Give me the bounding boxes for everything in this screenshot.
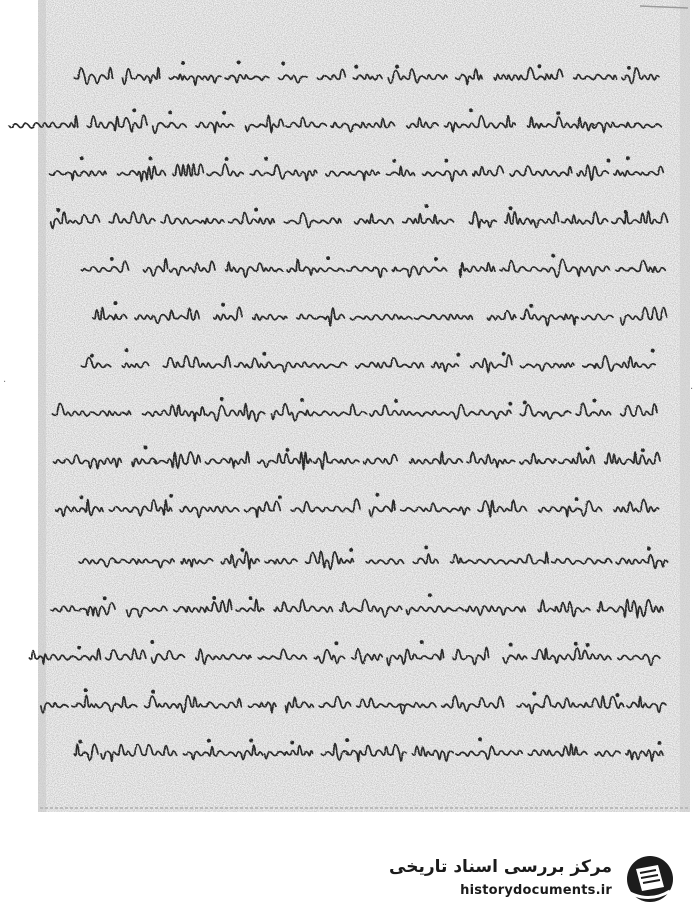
diacritic-dot — [169, 112, 171, 114]
diacritic-dot — [85, 689, 87, 691]
diacritic-dot — [78, 646, 80, 648]
diacritic-dot — [395, 400, 397, 402]
document-seal-logo-icon — [620, 853, 680, 905]
diacritic-dot — [509, 403, 511, 405]
diacritic-dot — [435, 258, 437, 260]
diacritic-dot — [533, 693, 535, 695]
diacritic-dot — [222, 304, 224, 306]
diacritic-dot — [282, 62, 284, 64]
diacritic-dot — [576, 498, 578, 500]
diacritic-dot — [104, 597, 106, 599]
diacritic-dot — [396, 66, 398, 68]
diacritic-dot — [648, 548, 650, 550]
diacritic-dot — [182, 62, 184, 64]
diacritic-dot — [429, 594, 431, 596]
diacritic-dot — [291, 741, 293, 743]
margin-dot-right: · — [690, 384, 694, 395]
diacritic-dot — [346, 739, 348, 741]
diacritic-dot — [510, 207, 512, 209]
diacritic-dot — [445, 160, 447, 162]
diacritic-dot — [286, 449, 288, 451]
diacritic-dot — [151, 641, 153, 643]
page-grain — [38, 0, 690, 812]
watermark-url: historydocuments.ir — [460, 883, 612, 898]
diacritic-dot — [170, 495, 172, 497]
diacritic-dot — [376, 494, 378, 496]
diacritic-dot — [658, 742, 660, 744]
diacritic-dot — [213, 597, 215, 599]
diacritic-dot — [263, 353, 265, 355]
diacritic-dot — [327, 257, 329, 259]
diacritic-dot — [241, 549, 243, 551]
diacritic-dot — [221, 398, 223, 400]
diacritic-dot — [57, 209, 59, 211]
diacritic-dot — [250, 739, 252, 741]
diacritic-dot — [530, 305, 532, 307]
diacritic-dot — [149, 157, 151, 159]
diacritic-dot — [552, 255, 554, 257]
diacritic-dot — [81, 157, 83, 159]
diacritic-dot — [125, 349, 127, 351]
diacritic-dot — [350, 549, 352, 551]
watermark-title: مرکز بررسی اسناد تاریخی — [389, 857, 612, 877]
diacritic-dot — [144, 446, 146, 448]
diacritic-dot — [80, 496, 82, 498]
diacritic-dot — [607, 159, 609, 161]
diacritic-dot — [79, 741, 81, 743]
diacritic-dot — [652, 350, 654, 352]
diacritic-dot — [479, 738, 481, 740]
diacritic-dot — [238, 61, 240, 63]
diacritic-dot — [421, 641, 423, 643]
diacritic-dot — [265, 158, 267, 160]
diacritic-dot — [587, 447, 589, 449]
diacritic-dot — [279, 496, 281, 498]
diacritic-dot — [538, 65, 540, 67]
diacritic-dot — [255, 209, 257, 211]
diacritic-dot — [616, 694, 618, 696]
diacritic-dot — [425, 546, 427, 548]
diacritic-dot — [152, 691, 154, 693]
diacritic-dot — [627, 157, 629, 159]
diacritic-dot — [510, 644, 512, 646]
diacritic-dot — [335, 642, 337, 644]
diacritic-dot — [457, 354, 459, 356]
diacritic-dot — [225, 158, 227, 160]
diacritic-dot — [250, 597, 252, 599]
diacritic-dot — [223, 112, 225, 114]
diacritic-dot — [111, 258, 113, 260]
diacritic-dot — [557, 112, 559, 114]
diacritic-dot — [587, 644, 589, 646]
margin-dot-left: · — [3, 377, 7, 388]
diacritic-dot — [524, 401, 526, 403]
diacritic-dot — [114, 302, 116, 304]
diacritic-dot — [91, 355, 93, 357]
right-edge-shadow — [680, 0, 690, 812]
left-edge-shadow — [38, 0, 46, 812]
diacritic-dot — [642, 449, 644, 451]
diacritic-dot — [503, 353, 505, 355]
diacritic-dot — [593, 399, 595, 401]
diacritic-dot — [575, 643, 577, 645]
diacritic-dot — [355, 66, 357, 68]
archive-watermark — [389, 851, 682, 907]
diacritic-dot — [625, 211, 627, 213]
diacritic-dot — [393, 160, 395, 162]
diacritic-dot — [208, 740, 210, 742]
diacritic-dot — [426, 205, 428, 207]
diacritic-dot — [133, 109, 135, 111]
diacritic-dot — [628, 67, 630, 69]
diacritic-dot — [470, 109, 472, 111]
diacritic-dot — [301, 399, 303, 401]
